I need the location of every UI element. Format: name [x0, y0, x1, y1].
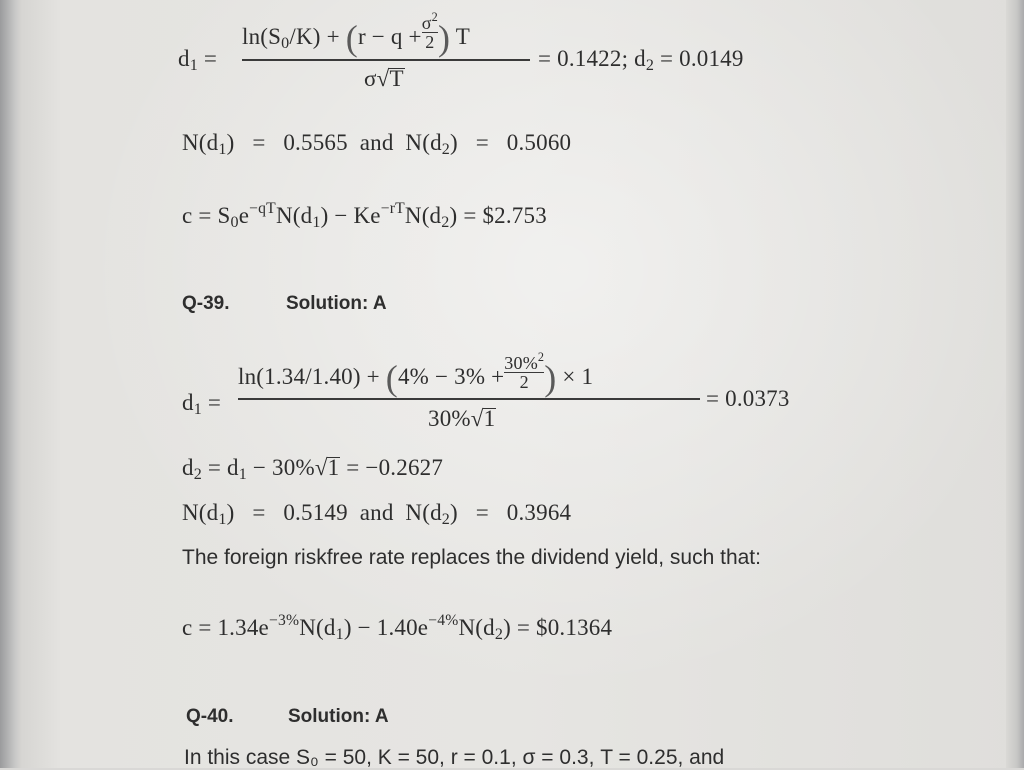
d1-formula-numerator: $\ln(S_0/K) + (r - q$ + $\frac{\sigma^2}{2}$ ) T — [242, 10, 470, 58]
left-edge-shadow — [0, 0, 22, 768]
q39-d1-denominator: 30%√1 — [428, 406, 496, 431]
nd-values-line: $N(d_1) = 0.5565$ and $N(d_2) = 0.5060$ — [182, 130, 572, 159]
d1-formula-denominator: σ√T — [364, 66, 404, 91]
q40-text: In this case S₀ = 50, K = 50, r = 0.1, σ = 0.3, T = 0.25, and — [184, 746, 725, 769]
call-price-line: $c = S_0e^{-qT}N(d_1) - Ke^{-rT}N(d_2)$ = $2.753 — [182, 200, 547, 232]
q40-solution: Solution: A — [288, 706, 389, 727]
q39-call-price: $c = 1.34e^{-3\%}N(d_1) - 1.40e^{-4\%}N(d_2)$ = $0.1364 — [182, 612, 613, 644]
q39-d1-label: $d_1$ = — [182, 390, 222, 419]
right-edge-shadow — [1006, 0, 1024, 768]
q39-explanation: The foreign riskfree rate replaces the dividend yield, such that: — [182, 546, 761, 569]
q39-fraction-bar — [238, 398, 700, 400]
q39-d2-line: $d_2 = d_1 - 30\%√1 = -0.2627$ — [182, 455, 444, 484]
d1-fraction-bar — [242, 59, 530, 61]
q39-d1-result: = 0.0373 — [706, 386, 790, 411]
q39-label: Q-39. — [182, 293, 230, 314]
q40-label: Q-40. — [186, 706, 234, 727]
d1-result: = 0.1422; $d_2 = 0.0149$ — [538, 46, 744, 75]
d1-formula-label: $d_1$ = — [178, 46, 218, 75]
q39-solution: Solution: A — [286, 293, 387, 314]
q39-d1-numerator: ln(1.34/1.40) + (4% − 3% + $\frac{30\%^2}{2}$ ) × 1 — [238, 350, 594, 398]
q39-nd-line: $N(d_1) = 0.5149$ and $N(d_2) = 0.3964$ — [182, 500, 572, 529]
